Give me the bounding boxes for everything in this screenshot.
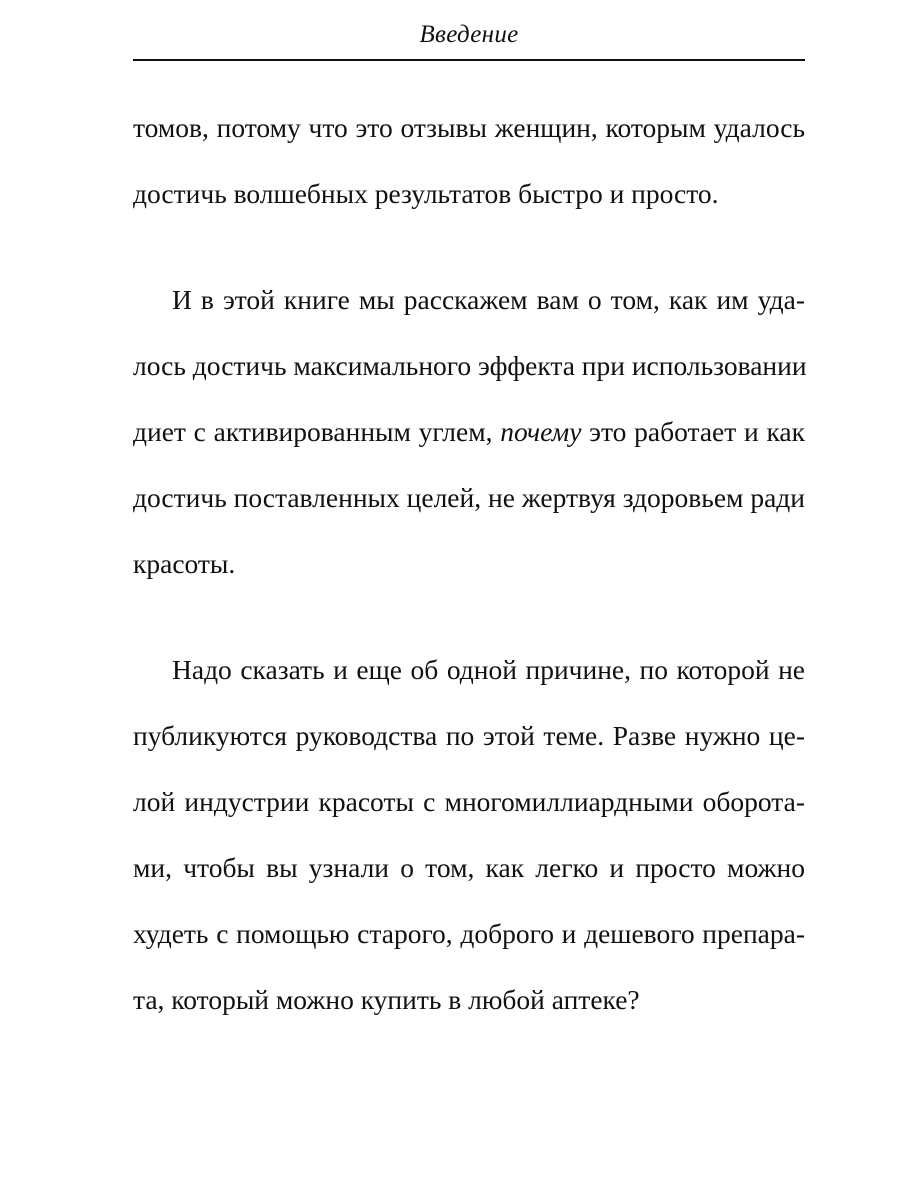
header-rule (133, 59, 805, 61)
text-line: худеть с помощью старого, доброго и дешевого препара- (133, 918, 805, 949)
text-line: ми, чтобы вы узнали о том, как легко и просто можно (133, 852, 805, 883)
text-line: та, который можно купить в любой аптеке? (133, 984, 640, 1015)
text-line: публикуются руководства по этой теме. Разве нужно це- (133, 720, 805, 751)
text-line: Надо сказать и еще об одной причине, по которой не (172, 654, 805, 685)
text-line-with-emphasis (133, 415, 805, 448)
paragraph-1 (133, 78, 805, 243)
text-line: лось достичь максимального эффекта при использовании (133, 350, 807, 381)
text-line: лой индустрии красоты с многомиллиардными оборота- (133, 786, 805, 817)
text-line: красоты. (133, 548, 236, 579)
text-line: томов, потому что это отзывы женщин, которым удалось (133, 112, 805, 143)
text-segment: это работает и как (581, 416, 805, 447)
emphasized-word: почему (500, 416, 582, 447)
paragraph-3 (133, 620, 805, 1049)
paragraph-2 (133, 250, 805, 613)
body-text (133, 78, 805, 1049)
text-line: И в этой книге мы расскажем вам о том, как им уда- (172, 284, 805, 315)
text-line: достичь поставленных целей, не жертвуя здоровьем ради (133, 482, 805, 513)
running-head-title: Введение (419, 21, 519, 48)
text-line: достичь волшебных результатов быстро и просто. (133, 178, 719, 209)
text-segment: диет с активированным углем, (133, 416, 501, 447)
